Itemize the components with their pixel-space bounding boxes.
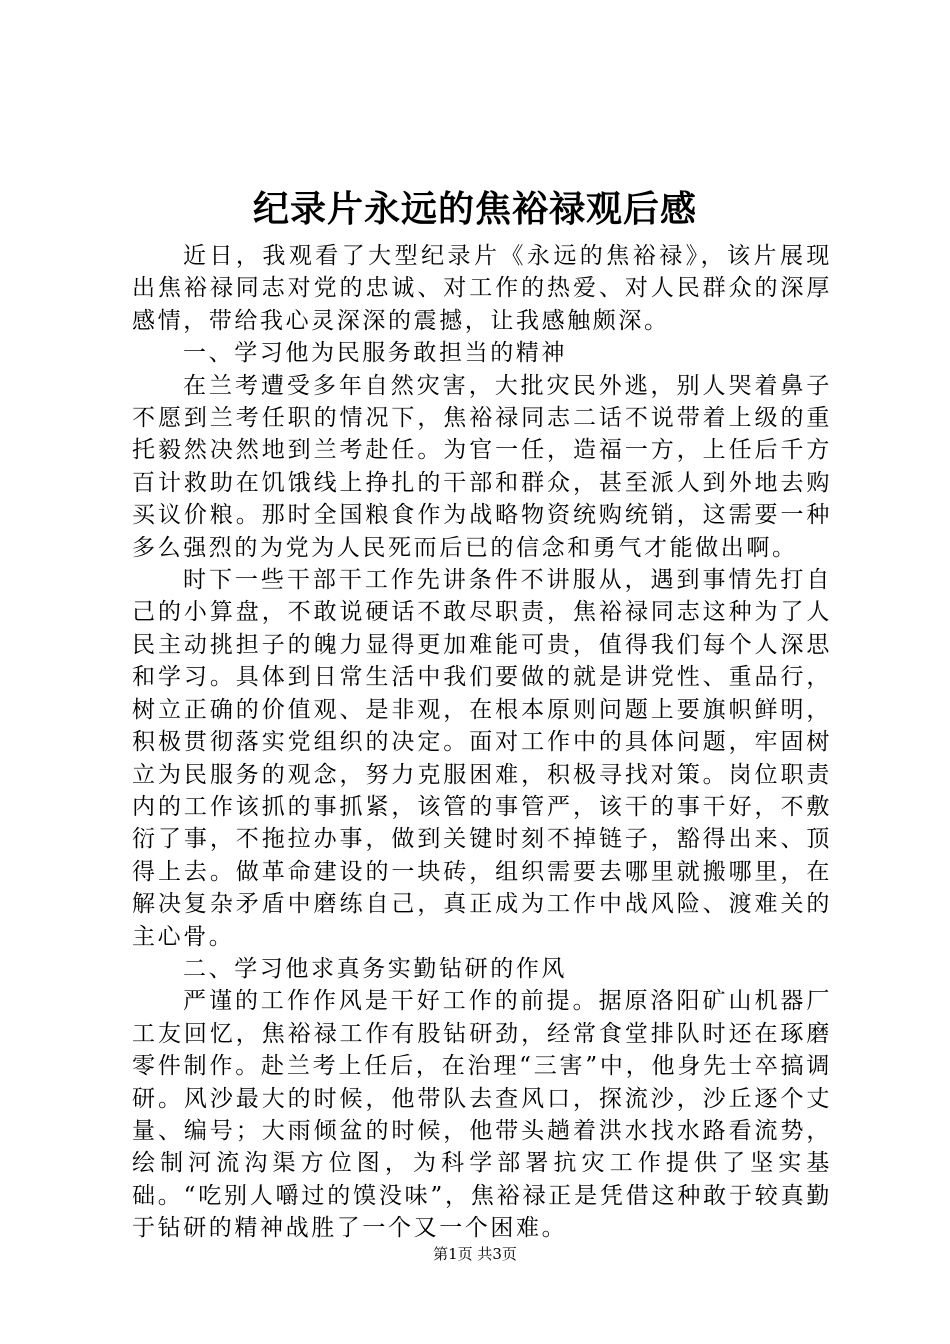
page-footer: 第1页 共3页: [433, 1245, 517, 1263]
document-body: [132, 240, 832, 1245]
body-paragraph: 在兰考遭受多年自然灾害，大批灾民外逃，别人哭着鼻子不愿到兰考任职的情况下，焦裕禄同志二话不说带着上级的重托毅然决然地到兰考赴任。为官一任，造福一方，上任后千方百计救助在饥饿线上挣扎的干部和群众，甚至派人到外地去购买议价粮。那时全国粮食作为战略物资统购统销，这需要一种多么强烈的为党为人民死而后已的信念和勇气才能做出啊。: [132, 372, 832, 561]
body-paragraph: 严谨的工作作风是干好工作的前提。据原洛阳矿山机器厂工友回忆，焦裕禄工作有股钻研劲，经常食堂排队时还在琢磨零件制作。赴兰考上任后，在治理“三害”中，他身先士卒搞调研。风沙最大的时候，他带队去查风口，探流沙，沙丘逐个丈量、编号；大雨倾盆的时候，他带头趟着洪水找水路看流势，绘制河流沟渠方位图，为科学部署抗灾工作提供了坚实基础。“吃别人嚼过的馍没味”，焦裕禄正是凭借这种敢于较真勤于钻研的精神战胜了一个又一个困难。: [132, 988, 832, 1242]
section-heading-2: 二、学习他求真务实勤钻研的作风: [183, 955, 567, 982]
document-title: 纪录片永远的焦裕禄观后感: [252, 188, 697, 230]
section-heading-1: 一、学习他为民服务敢担当的精神: [183, 340, 567, 367]
intro-paragraph: 近日，我观看了大型纪录片《永远的焦裕禄》，该片展现出焦裕禄同志对党的忠诚、对工作的热爱、对人民群众的深厚感情，带给我心灵深深的震撼，让我感触颇深。: [132, 243, 832, 334]
body-paragraph: 时下一些干部干工作先讲条件不讲服从，遇到事情先打自己的小算盘，不敢说硬话不敢尽职责，焦裕禄同志这种为了人民主动挑担子的魄力显得更加难能可贵，值得我们每个人深思和学习。具体到日常生活中我们要做的就是讲党性、重品行，树立正确的价值观、是非观，在根本原则问题上要旗帜鲜明，积极贯彻落实党组织的决定。面对工作中的具体问题，牢固树立为民服务的观念，努力克服困难，积极寻找对策。岗位职责内的工作该抓的事抓紧，该管的事管严，该干的事干好，不敷衍了事，不拖拉办事，做到关键时刻不掉链子，豁得出来、顶得上去。做革命建设的一块砖，组织需要去哪里就搬哪里，在解决复杂矛盾中磨练自己，真正成为工作中战风险、渡难关的主心骨。: [132, 567, 832, 950]
